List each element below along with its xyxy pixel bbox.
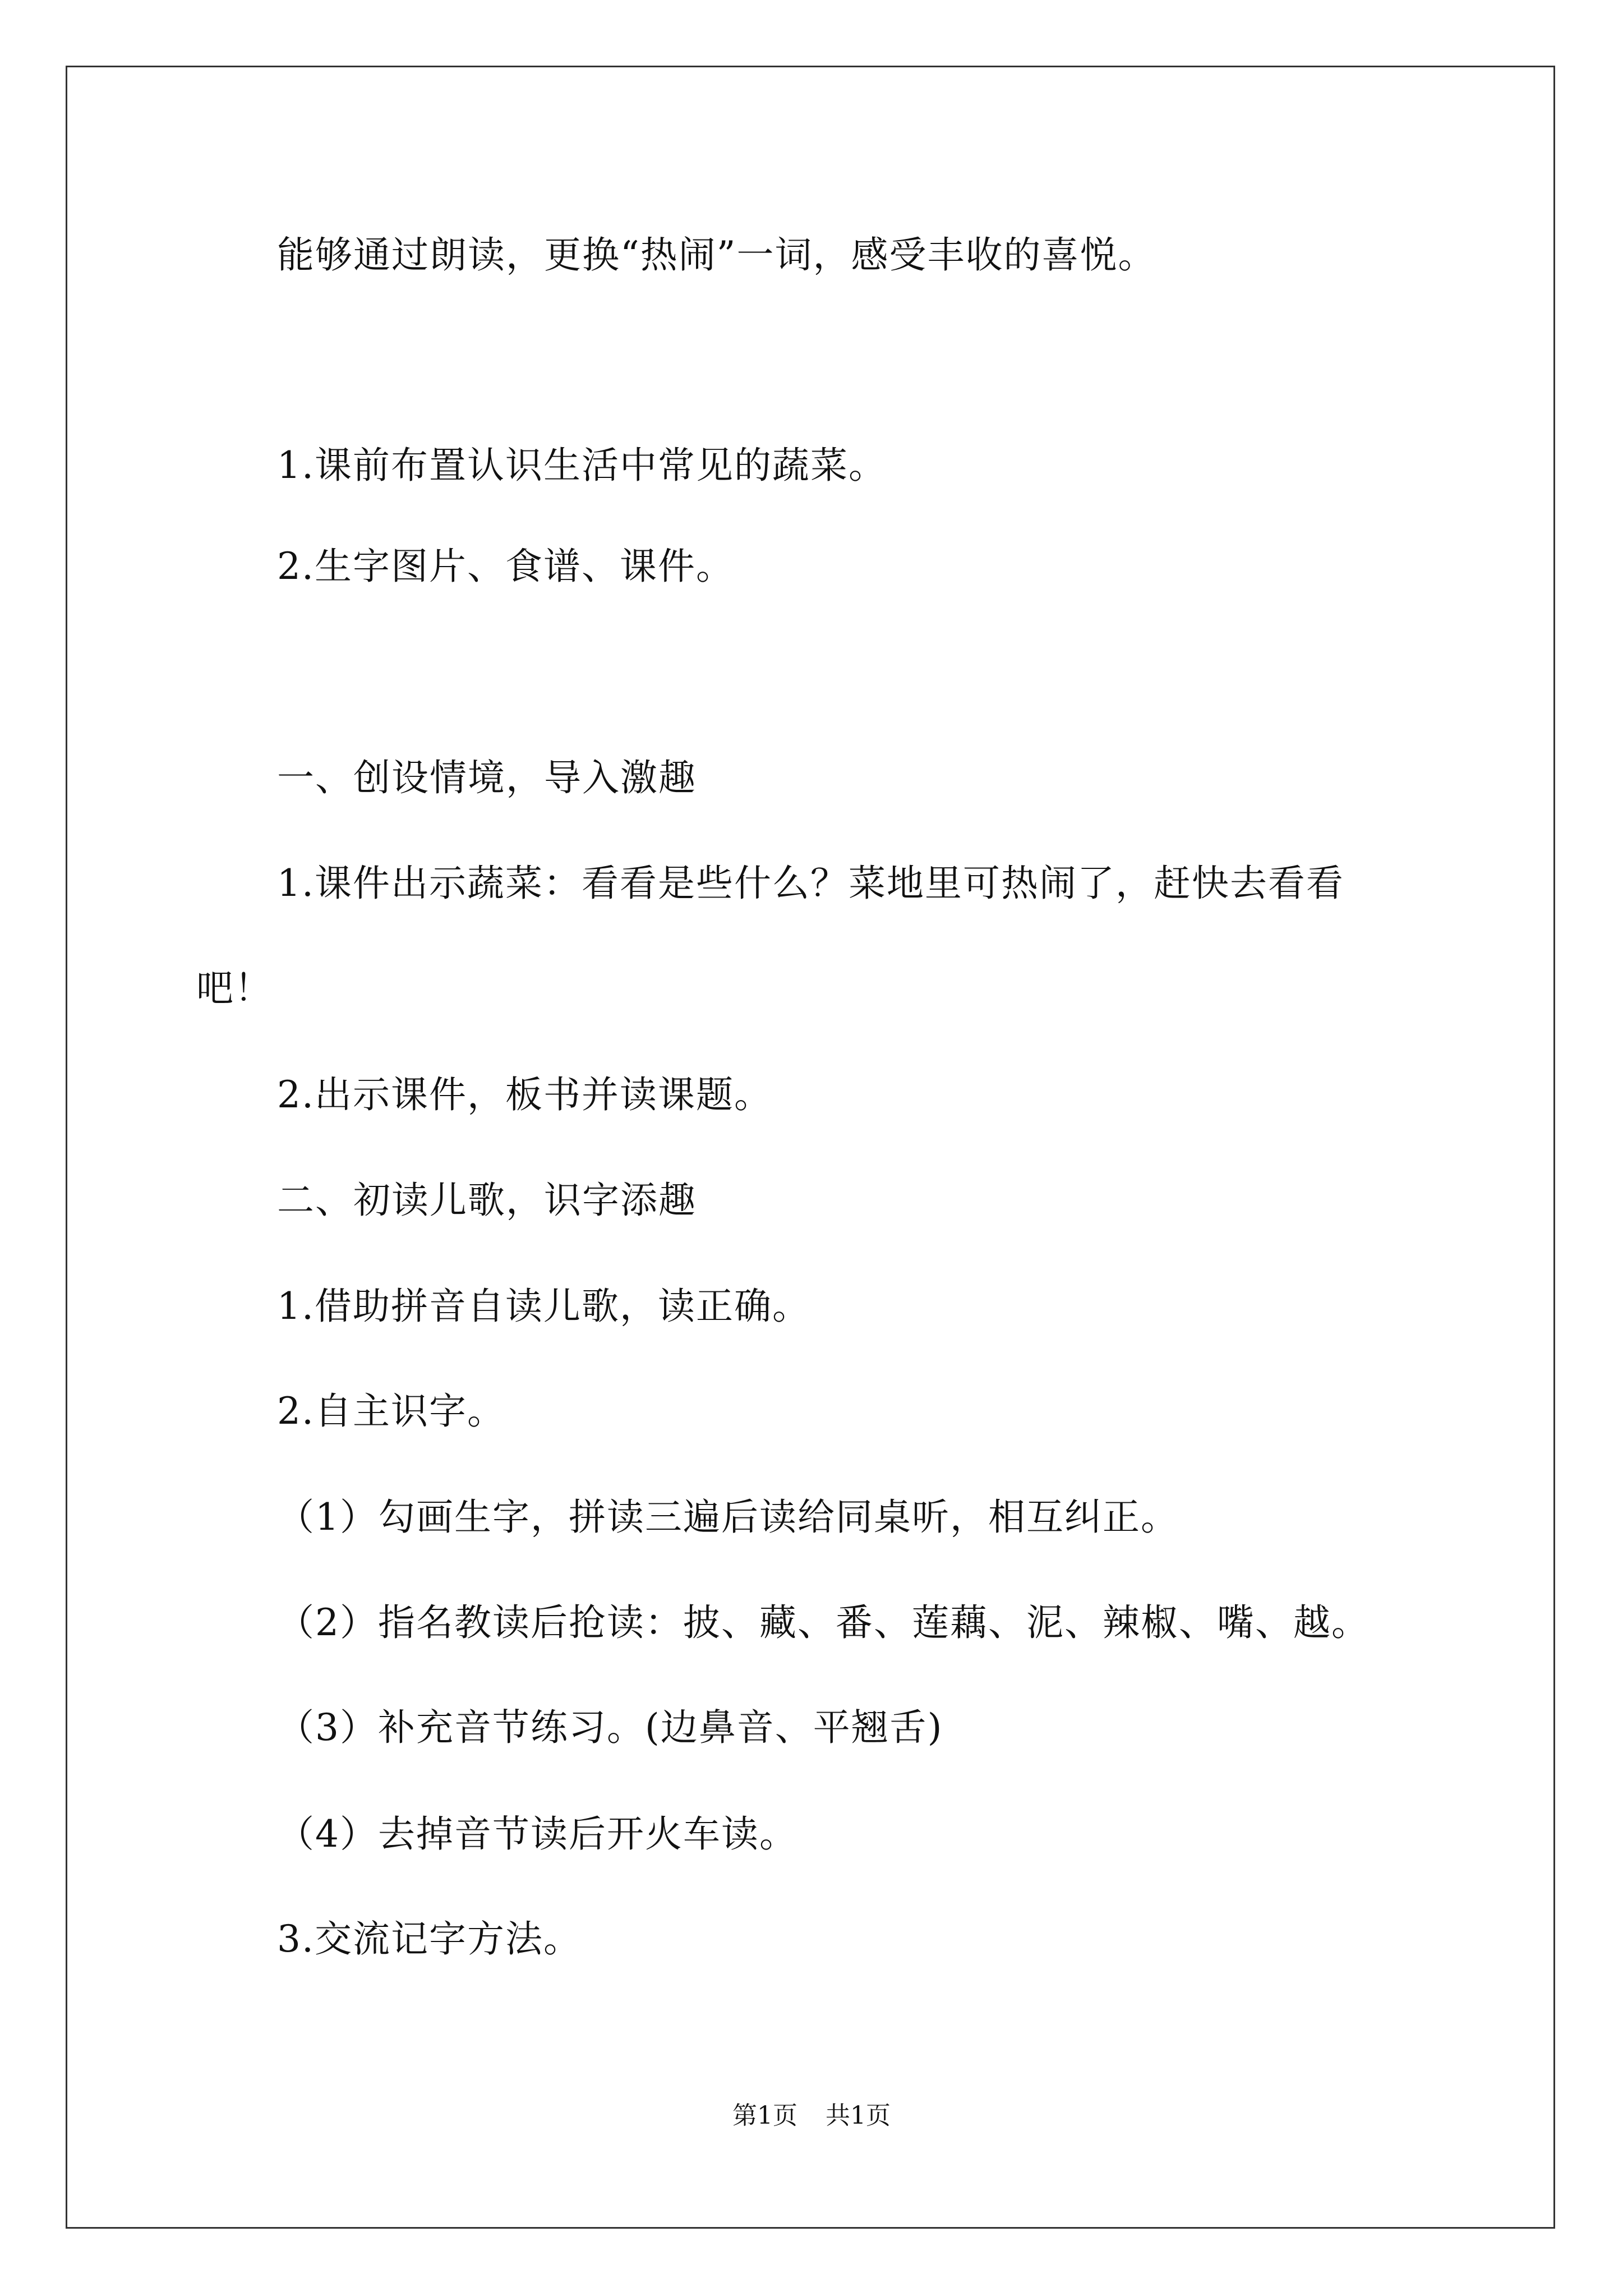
paragraph-step-2-3: 3.交流记字方法。 (277, 1917, 582, 1961)
paragraph-step-1-1: 1.课件出示蔬菜：看看是些什么？菜地里可热闹了，赶快去看看 (277, 862, 1344, 905)
page-border (66, 66, 1555, 2229)
paragraph-prep-2: 2.生字图片、食谱、课件。 (277, 545, 734, 588)
paragraph-substep-1: （1）勾画生字，拼读三遍后读给同桌听，相互纠正。 (277, 1496, 1179, 1539)
paragraph-step-2-2: 2.自主识字。 (277, 1389, 505, 1433)
page-total: 共1页 (826, 2101, 891, 2130)
section-heading-2: 二、初读儿歌，识字添趣 (277, 1179, 697, 1222)
paragraph-goal: 能够通过朗读，更换“热闹”一词，感受丰收的喜悦。 (277, 233, 1156, 277)
paragraph-substep-3: （3）补充音节练习。(边鼻音、平翘舌) (277, 1706, 943, 1749)
page-footer (0, 2100, 1623, 2132)
paragraph-step-1-2: 2.出示课件，板书并读课题。 (277, 1073, 772, 1116)
paragraph-substep-2: （2）指名教读后抢读：披、藏、番、莲藕、泥、辣椒、嘴、越。 (277, 1601, 1370, 1644)
paragraph-substep-4: （4）去掉音节读后开火车读。 (277, 1812, 797, 1856)
section-heading-1: 一、创设情境，导入激趣 (277, 756, 697, 799)
paragraph-step-1-1-cont: 吧！ (196, 967, 273, 1010)
page-number: 第1页 (732, 2101, 797, 2130)
paragraph-prep-1: 1.课前布置认识生活中常见的蔬菜。 (277, 444, 887, 487)
paragraph-step-2-1: 1.借助拼音自读儿歌，读正确。 (277, 1285, 810, 1328)
